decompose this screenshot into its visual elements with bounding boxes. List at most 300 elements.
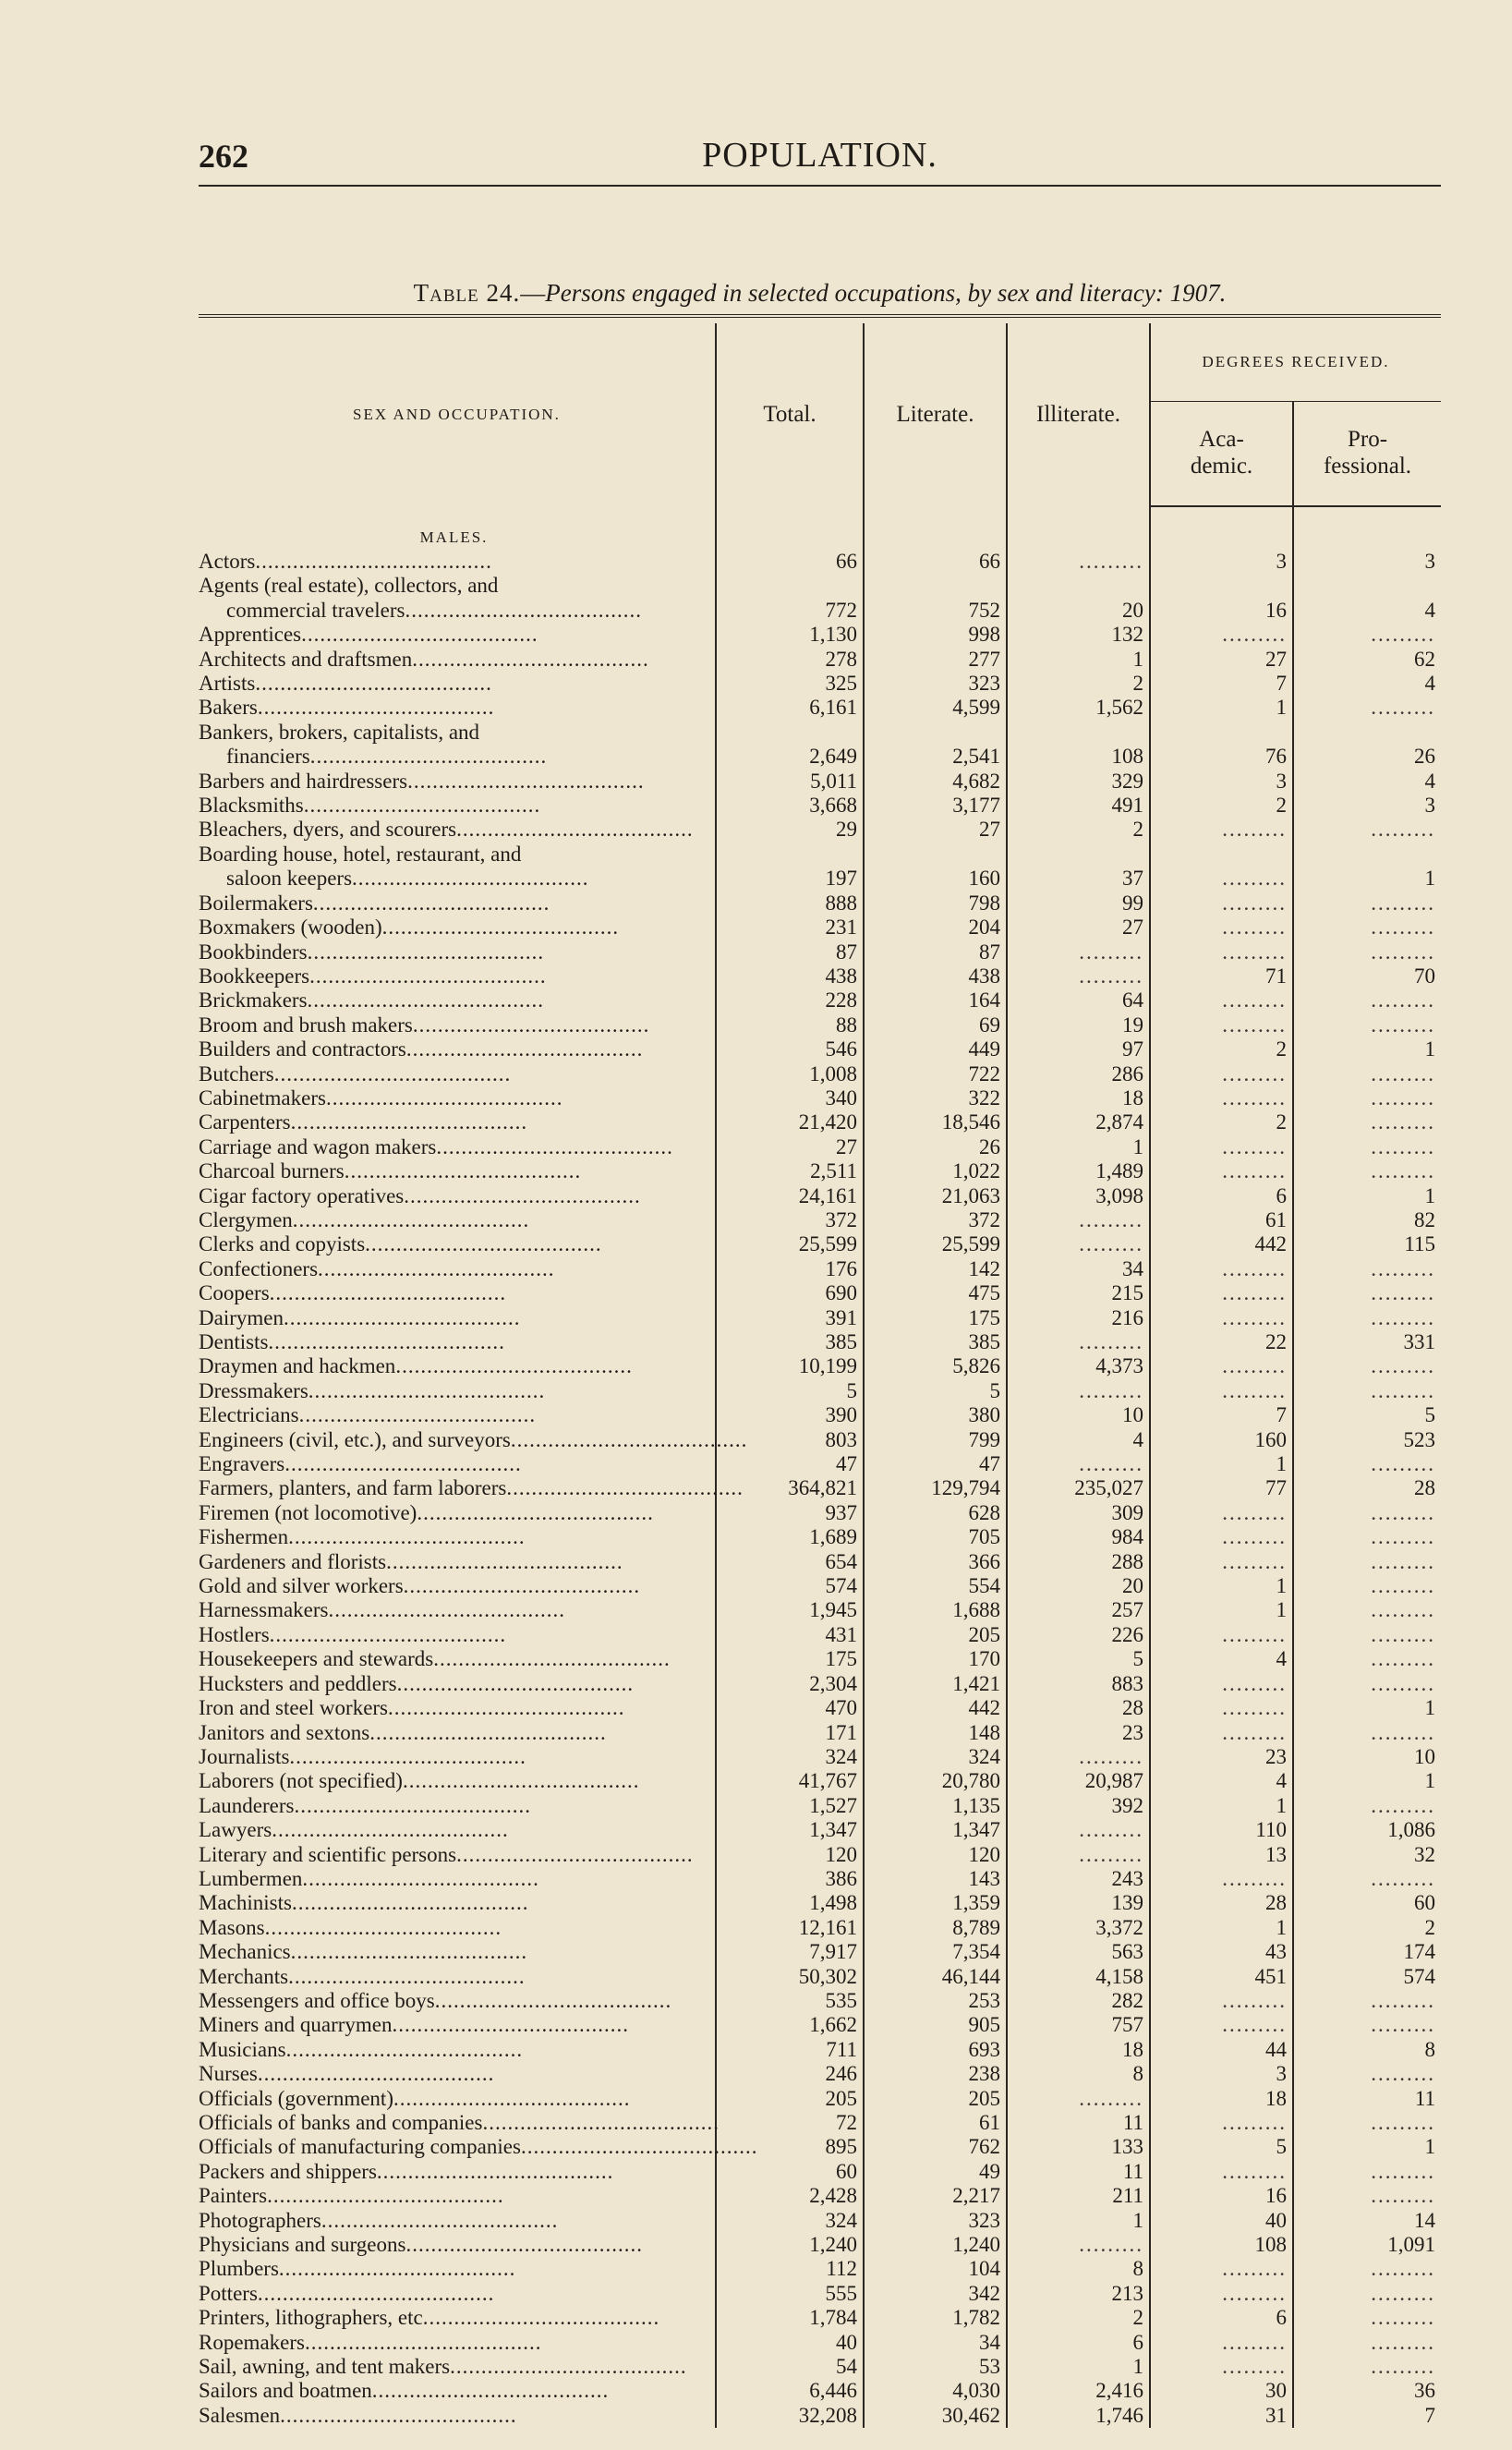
occupation-cell [199, 1867, 716, 1891]
page-header [199, 129, 1441, 187]
literate-cell: 449 [864, 1037, 1007, 1061]
occupation-label: Artists [199, 672, 256, 696]
academic-cell: ......... [1150, 940, 1293, 964]
professional-cell: ......... [1293, 891, 1441, 916]
table-row [199, 1208, 1441, 1232]
occupation-label: Officials (government) [199, 2086, 393, 2110]
section-row [199, 506, 1441, 550]
table-row [199, 1745, 1441, 1769]
illiterate-cell: ......... [1007, 1818, 1150, 1842]
academic-cell: 7 [1150, 672, 1293, 696]
illiterate-cell: ......... [1007, 1232, 1150, 1256]
occupation-label: Carriage and wagon makers [199, 1134, 437, 1158]
illiterate-cell: 28 [1007, 1696, 1150, 1720]
academic-cell: ......... [1150, 1135, 1293, 1159]
professional-cell: 1,091 [1293, 2233, 1441, 2257]
header-literate: Literate. [864, 323, 1007, 506]
total-cell: 6,161 [716, 696, 864, 720]
table-row [199, 818, 1441, 842]
dot-leader: ...................................... [285, 2037, 524, 2061]
illiterate-cell: 3,372 [1007, 1916, 1150, 1940]
table-row [199, 1721, 1441, 1745]
occupation-cell [199, 2135, 758, 2159]
dot-leader: ...................................... [290, 1110, 528, 1134]
professional-cell: 331 [1293, 1330, 1441, 1354]
illiterate-cell: ......... [1007, 1330, 1150, 1354]
dot-leader: ...................................... [307, 988, 545, 1013]
illiterate-cell: 37 [1007, 867, 1150, 891]
dot-leader: ...................................... [395, 1354, 633, 1378]
total-cell: 278 [716, 648, 864, 672]
academic-cell: ......... [1150, 2111, 1293, 2135]
literate-cell: 2,217 [864, 2184, 1007, 2208]
illiterate-cell: 243 [1007, 1867, 1150, 1891]
occupation-label: Hucksters and peddlers [199, 1671, 397, 1695]
occupation-cell [199, 2111, 720, 2135]
dot-leader: ...................................... [302, 1866, 539, 1890]
literate-cell: 762 [864, 2135, 1007, 2159]
table-row [199, 1916, 1441, 1940]
professional-cell: 70 [1293, 964, 1441, 988]
academic-cell: 23 [1150, 1745, 1293, 1769]
dot-leader: ...................................... [344, 1159, 582, 1183]
table-row [199, 1672, 1441, 1696]
occupation-label: Boarding house, hotel, restaurant, and [199, 842, 522, 866]
illiterate-cell: 216 [1007, 1306, 1150, 1330]
occupation-cell [199, 770, 716, 794]
literate-cell [864, 843, 1007, 867]
table-row [199, 2331, 1441, 2355]
table-row [199, 1403, 1441, 1427]
professional-cell: 1 [1293, 1696, 1441, 1720]
professional-cell: ......... [1293, 2062, 1441, 2086]
illiterate-cell: ......... [1007, 1208, 1150, 1232]
dot-leader: ...................................... [291, 1891, 529, 1915]
total-cell: 5 [716, 1379, 864, 1403]
illiterate-cell: 392 [1007, 1794, 1150, 1818]
total-cell: 231 [716, 916, 864, 940]
academic-cell: ......... [1150, 2331, 1293, 2355]
academic-cell: 3 [1150, 2062, 1293, 2086]
illiterate-cell: 257 [1007, 1598, 1150, 1622]
academic-cell: 1 [1150, 1916, 1293, 1940]
academic-cell: 4 [1150, 1769, 1293, 1793]
literate-cell: 475 [864, 1281, 1007, 1305]
dot-leader: ...................................... [303, 794, 541, 818]
table-row [199, 891, 1441, 916]
total-cell: 112 [716, 2257, 864, 2281]
dot-leader: ...................................... [352, 867, 589, 891]
occupation-cell [199, 891, 716, 916]
total-cell: 654 [716, 1550, 864, 1574]
illiterate-cell: 97 [1007, 1037, 1150, 1061]
table-row [199, 2355, 1441, 2379]
illiterate-cell: 8 [1007, 2062, 1150, 2086]
table-row [199, 1647, 1441, 1671]
literate-cell [864, 721, 1007, 745]
occupation-label: Housekeepers and stewards [199, 1647, 434, 1671]
table-row [199, 1696, 1441, 1720]
occupation-label: Plumbers [199, 2257, 279, 2281]
illiterate-cell: 329 [1007, 770, 1150, 794]
occupation-cell [199, 1086, 716, 1110]
occupation-label: Sailors and boatmen [199, 2379, 372, 2403]
academic-cell: 442 [1150, 1232, 1293, 1256]
occupation-label: Physicians and surgeons [199, 2233, 406, 2257]
literate-cell: 905 [864, 2013, 1007, 2037]
occupation-label: Photographers [199, 2208, 321, 2232]
academic-cell: 1 [1150, 1598, 1293, 1622]
dot-leader: ...................................... [321, 2208, 559, 2232]
illiterate-cell: 19 [1007, 1013, 1150, 1037]
dot-leader: ...................................... [482, 2111, 720, 2134]
illiterate-cell: 23 [1007, 1721, 1150, 1745]
literate-cell: 20,780 [864, 1769, 1007, 1793]
literate-cell: 372 [864, 1208, 1007, 1232]
total-cell: 803 [716, 1428, 864, 1452]
occupation-cell [199, 2184, 716, 2208]
total-cell: 888 [716, 891, 864, 916]
dot-leader: ...................................... [312, 891, 550, 915]
professional-cell: ......... [1293, 1598, 1441, 1622]
dot-leader: ...................................... [257, 2062, 495, 2086]
occupation-cell [199, 1379, 716, 1403]
professional-cell: 82 [1293, 1208, 1441, 1232]
academic-cell: 18 [1150, 2087, 1293, 2111]
occupation-cell [199, 1769, 716, 1793]
professional-cell: 14 [1293, 2209, 1441, 2233]
illiterate-cell: 4 [1007, 1428, 1150, 1452]
occupation-label: Printers, lithographers, etc [199, 2306, 423, 2330]
occupation-cell [199, 623, 716, 647]
illiterate-cell: 27 [1007, 916, 1150, 940]
professional-cell [1293, 721, 1441, 745]
total-cell: 87 [716, 940, 864, 964]
dot-leader: ...................................... [402, 1769, 640, 1793]
occupation-label: Officials of banks and companies [199, 2111, 483, 2134]
total-cell: 12,161 [716, 1916, 864, 1940]
table-row [199, 623, 1441, 647]
academic-cell: ......... [1150, 1501, 1293, 1525]
academic-cell: ......... [1150, 1696, 1293, 1720]
literate-cell: 342 [864, 2282, 1007, 2306]
total-cell: 7,917 [716, 1940, 864, 1964]
illiterate-cell: ......... [1007, 2087, 1150, 2111]
illiterate-cell: 1 [1007, 2355, 1150, 2379]
total-cell: 120 [716, 1843, 864, 1867]
literate-cell: 1,359 [864, 1891, 1007, 1915]
illiterate-cell: 563 [1007, 1940, 1150, 1964]
illiterate-cell: 132 [1007, 623, 1150, 647]
dot-leader: ...................................... [292, 1207, 530, 1231]
illiterate-cell: 2,416 [1007, 2379, 1150, 2403]
total-cell: 171 [716, 1721, 864, 1745]
professional-cell: 28 [1293, 1476, 1441, 1500]
professional-cell: 2 [1293, 1916, 1441, 1940]
occupation-cell [199, 1647, 716, 1671]
total-cell: 2,511 [716, 1159, 864, 1183]
illiterate-cell: ......... [1007, 964, 1150, 988]
total-cell: 32,208 [716, 2404, 864, 2428]
literate-cell: 5 [864, 1379, 1007, 1403]
professional-cell: ......... [1293, 2013, 1441, 2037]
illiterate-cell: 4,158 [1007, 1965, 1150, 1989]
occupation-cell [199, 1794, 716, 1818]
occupation-label: Barbers and hairdressers [199, 769, 408, 793]
illiterate-cell: 20 [1007, 599, 1150, 623]
academic-cell: 4 [1150, 1647, 1293, 1671]
occupation-label: Butchers [199, 1061, 274, 1086]
professional-cell: 62 [1293, 648, 1441, 672]
total-cell: 340 [716, 1086, 864, 1110]
total-cell: 372 [716, 1208, 864, 1232]
total-cell: 324 [716, 2209, 864, 2233]
total-cell: 197 [716, 867, 864, 891]
total-cell: 2,649 [716, 745, 864, 769]
occupation-label: Dressmakers [199, 1378, 308, 1402]
table-row [199, 745, 1441, 769]
table-row [199, 1184, 1441, 1208]
table-row [199, 770, 1441, 794]
occupation-cell [199, 1989, 716, 2013]
table-row [199, 1037, 1441, 1061]
dot-leader: ...................................... [318, 1256, 555, 1280]
literate-cell: 705 [864, 1525, 1007, 1549]
professional-cell: ......... [1293, 1452, 1441, 1476]
academic-cell: ......... [1150, 1062, 1293, 1086]
table-row [199, 2087, 1441, 2111]
dot-leader: ...................................... [412, 647, 649, 671]
dot-leader: ...................................... [255, 550, 492, 573]
occupation-cell [199, 1281, 716, 1305]
academic-cell: ......... [1150, 2355, 1293, 2379]
occupation-cell [199, 964, 716, 988]
total-cell: 228 [716, 988, 864, 1013]
occupation-cell [199, 574, 716, 598]
table-row [199, 1965, 1441, 1989]
occupation-label: Mechanics [199, 1940, 291, 1964]
total-cell: 1,498 [716, 1891, 864, 1915]
occupation-cell [199, 648, 716, 672]
professional-cell: ......... [1293, 1525, 1441, 1549]
professional-cell: 1 [1293, 1037, 1441, 1061]
professional-cell [1293, 843, 1441, 867]
total-cell: 24,161 [716, 1184, 864, 1208]
occupation-label: Bakers [199, 696, 258, 720]
professional-cell: ......... [1293, 1354, 1441, 1378]
illiterate-cell [1007, 843, 1150, 867]
occupation-label: Actors [199, 550, 256, 573]
professional-cell: ......... [1293, 1989, 1441, 2013]
dot-leader: ...................................... [422, 2306, 660, 2330]
dot-leader: ...................................... [405, 2233, 643, 2257]
literate-cell: 385 [864, 1330, 1007, 1354]
literate-cell: 323 [864, 672, 1007, 696]
occupation-label: Apprentices [199, 623, 302, 647]
occupation-cell [199, 940, 716, 964]
occupation-cell [199, 1843, 716, 1867]
literate-cell: 4,599 [864, 696, 1007, 720]
occupation-label: Painters [199, 2184, 268, 2208]
table-caption [199, 279, 1441, 308]
total-cell: 50,302 [716, 1965, 864, 1989]
occupation-label: Engineers (civil, etc.), and surveyors [199, 1427, 511, 1451]
occupation-cell [199, 1257, 716, 1281]
dot-leader: ...................................... [264, 1915, 502, 1939]
professional-cell: ......... [1293, 2111, 1441, 2135]
occupation-cell [199, 988, 716, 1013]
illiterate-cell: 18 [1007, 1086, 1150, 1110]
academic-cell: 28 [1150, 1891, 1293, 1915]
dot-leader: ...................................... [269, 1281, 507, 1305]
occupation-label: Cabinetmakers [199, 1086, 326, 1110]
occupation-cell [199, 1501, 716, 1525]
literate-cell: 87 [864, 940, 1007, 964]
dot-leader: ...................................... [268, 1330, 505, 1353]
occupation-cell [199, 721, 716, 745]
table-row [199, 1598, 1441, 1622]
header-total: Total. [716, 323, 864, 506]
table-row [199, 599, 1441, 623]
occupation-label: Officials of manufacturing companies [199, 2135, 521, 2159]
illiterate-cell: 99 [1007, 891, 1150, 916]
academic-cell: ......... [1150, 1989, 1293, 2013]
academic-cell: 3 [1150, 550, 1293, 574]
dot-leader: ...................................... [412, 1013, 650, 1037]
table-row [199, 1843, 1441, 1867]
illiterate-cell [1007, 574, 1150, 598]
dot-leader: ...................................... [417, 1500, 654, 1524]
occupation-cell [199, 2404, 716, 2428]
professional-cell: 1 [1293, 1769, 1441, 1793]
illiterate-cell: 286 [1007, 1062, 1150, 1086]
total-cell: 10,199 [716, 1354, 864, 1378]
total-cell: 47 [716, 1452, 864, 1476]
occupation-cell [199, 1452, 716, 1476]
literate-cell [864, 574, 1007, 598]
dot-leader: ...................................... [456, 1842, 694, 1866]
occupation-cell [199, 2233, 716, 2257]
literate-cell: 5,826 [864, 1354, 1007, 1378]
literate-cell: 164 [864, 988, 1007, 1013]
table-row [199, 2209, 1441, 2233]
total-cell: 205 [716, 2087, 864, 2111]
dot-leader: ...................................... [280, 2403, 517, 2427]
literate-cell: 253 [864, 1989, 1007, 2013]
academic-cell: ......... [1150, 2257, 1293, 2281]
professional-cell: ......... [1293, 2160, 1441, 2184]
professional-cell: ......... [1293, 1013, 1441, 1037]
literate-cell: 170 [864, 1647, 1007, 1671]
academic-cell: ......... [1150, 1721, 1293, 1745]
professional-cell: 60 [1293, 1891, 1441, 1915]
professional-cell: ......... [1293, 696, 1441, 720]
illiterate-cell: ......... [1007, 1843, 1150, 1867]
illiterate-cell: 215 [1007, 1281, 1150, 1305]
occupation-cell [199, 599, 716, 623]
illiterate-cell: 18 [1007, 2038, 1150, 2062]
occupation-cell [199, 696, 716, 720]
occupation-label: Harnessmakers [199, 1598, 329, 1622]
literate-cell: 722 [864, 1062, 1007, 1086]
illiterate-cell: 757 [1007, 2013, 1150, 2037]
total-cell: 27 [716, 1135, 864, 1159]
dot-leader: ...................................... [257, 696, 495, 720]
illiterate-cell: 1,489 [1007, 1159, 1150, 1183]
occupation-label: Cigar factory operatives [199, 1183, 405, 1207]
academic-cell: ......... [1150, 1281, 1293, 1305]
professional-cell: ......... [1293, 1721, 1441, 1745]
illiterate-cell: 1 [1007, 648, 1150, 672]
literate-cell: 27 [864, 818, 1007, 842]
literate-cell: 324 [864, 1745, 1007, 1769]
professional-cell: ......... [1293, 1062, 1441, 1086]
illiterate-cell: ......... [1007, 550, 1150, 574]
literate-cell: 34 [864, 2331, 1007, 2355]
occupation-label: Nurses [199, 2062, 258, 2086]
dot-leader: ...................................... [269, 1622, 507, 1646]
academic-cell: ......... [1150, 1159, 1293, 1183]
table-row [199, 2233, 1441, 2257]
total-cell: 176 [716, 1257, 864, 1281]
illiterate-cell: 2 [1007, 672, 1150, 696]
literate-cell: 49 [864, 2160, 1007, 2184]
table-row [199, 988, 1441, 1013]
total-cell: 60 [716, 2160, 864, 2184]
occupation-cell [199, 1427, 748, 1452]
illiterate-cell: 1,562 [1007, 696, 1150, 720]
total-cell: 29 [716, 818, 864, 842]
academic-cell: ......... [1150, 623, 1293, 647]
total-cell: 5,011 [716, 770, 864, 794]
literate-cell: 160 [864, 867, 1007, 891]
academic-cell: ......... [1150, 2160, 1293, 2184]
illiterate-cell: 1 [1007, 2209, 1150, 2233]
total-cell: 895 [716, 2135, 864, 2159]
total-cell: 385 [716, 1330, 864, 1354]
occupation-cell [199, 1598, 716, 1622]
occupation-label: Gold and silver workers [199, 1574, 404, 1598]
dot-leader: ...................................... [376, 2159, 614, 2183]
illiterate-cell: 11 [1007, 2111, 1150, 2135]
dot-leader: ...................................... [283, 1305, 521, 1329]
professional-cell: 4 [1293, 770, 1441, 794]
academic-cell: 44 [1150, 2038, 1293, 2062]
literate-cell: 693 [864, 2038, 1007, 2062]
literate-cell: 143 [864, 1867, 1007, 1891]
occupation-label: Sail, awning, and tent makers [199, 2355, 451, 2379]
illiterate-cell: ......... [1007, 2233, 1150, 2257]
total-cell: 391 [716, 1306, 864, 1330]
occupation-label: Bookbinders [199, 940, 308, 964]
literate-cell: 1,022 [864, 1159, 1007, 1183]
literate-cell: 1,240 [864, 2233, 1007, 2257]
occupation-label: Blacksmiths [199, 794, 304, 818]
literate-cell: 30,462 [864, 2404, 1007, 2428]
professional-cell: ......... [1293, 1501, 1441, 1525]
professional-cell: 7 [1293, 2404, 1441, 2428]
header-degrees-received: DEGREES RECEIVED. [1150, 323, 1441, 402]
occupation-label: Messengers and office boys [199, 1988, 435, 2012]
occupation-cell [199, 745, 716, 769]
professional-cell: ......... [1293, 988, 1441, 1013]
table-row [199, 2160, 1441, 2184]
illiterate-cell: 213 [1007, 2282, 1150, 2306]
literate-cell: 53 [864, 2355, 1007, 2379]
occupation-cell [199, 1916, 716, 1940]
occupation-label: Dentists [199, 1330, 269, 1353]
academic-cell: ......... [1150, 818, 1293, 842]
